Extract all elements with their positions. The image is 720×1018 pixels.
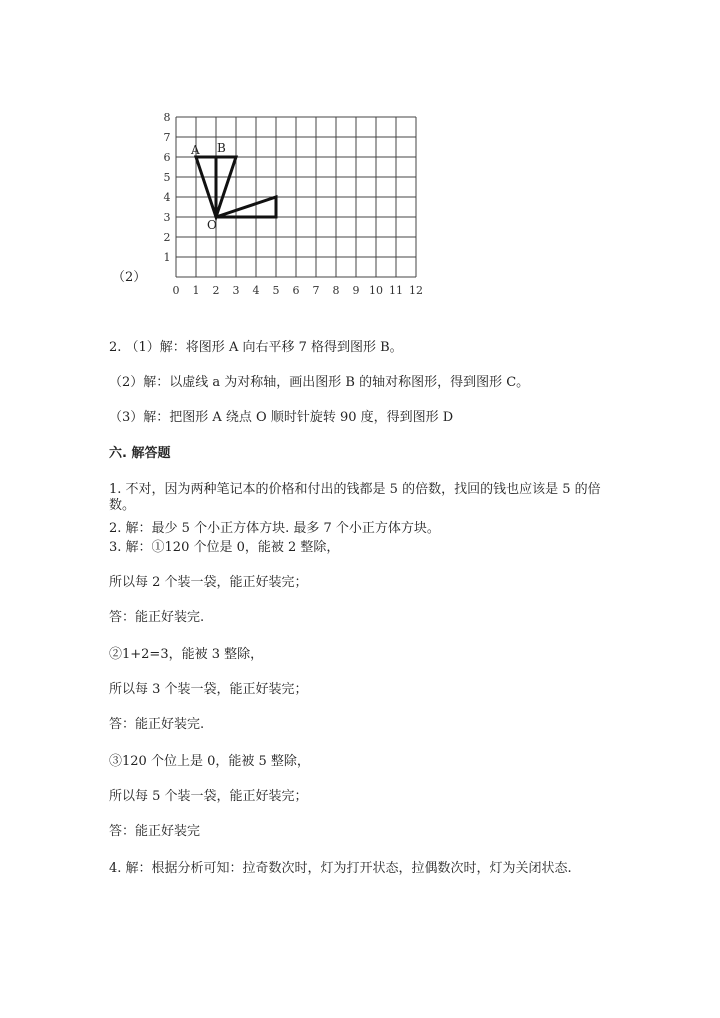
answer-q3-line2: 所以每 2 个装一袋，能正好装完； [109, 575, 308, 590]
x-tick-label: 11 [389, 284, 403, 297]
y-tick-label: 1 [163, 251, 171, 264]
y-tick-label: 2 [163, 231, 171, 244]
y-tick-label: 7 [163, 131, 171, 144]
y-tick-label: 3 [163, 211, 171, 224]
coordinate-grid [110, 90, 440, 300]
x-tick-label: 0 [172, 284, 180, 297]
answer-q3-line7: ③120 个位上是 0，能被 5 整除， [109, 754, 310, 769]
answer-q3-line3: 答：能正好装完. [109, 610, 205, 625]
answer-q3-line8: 所以每 5 个装一袋，能正好装完； [109, 789, 308, 804]
y-tick-label: 4 [163, 191, 171, 204]
x-tick-label: 9 [352, 284, 360, 297]
x-tick-label: 1 [192, 284, 200, 297]
answer-q1: 1. 不对，因为两种笔记本的价格和付出的钱都是 5 的倍数，找回的钱也应该是 5 的倍数。 [109, 482, 601, 513]
x-tick-label: 8 [332, 284, 340, 297]
answer-q3-line1: 3. 解：①120 个位是 0，能被 2 整除， [109, 540, 340, 555]
answer-q3-line6: 答：能正好装完. [109, 717, 205, 732]
x-tick-label: 4 [252, 284, 260, 297]
grid-figure [110, 90, 440, 300]
x-tick-label: 12 [409, 284, 423, 297]
answer-q3-line9: 答：能正好装完 [109, 824, 201, 839]
x-tick-label: 3 [232, 284, 240, 297]
answer-q3-line5: 所以每 3 个装一袋，能正好装完； [109, 682, 308, 697]
x-tick-label: 2 [212, 284, 220, 297]
x-tick-label: 7 [312, 284, 320, 297]
answer-q3-line4: ②1+2=3，能被 3 整除， [109, 647, 264, 662]
x-tick-label: 5 [272, 284, 280, 297]
answer-q4: 4. 解：根据分析可知：拉奇数次时，灯为打开状态，拉偶数次时，灯为关闭状态. [109, 861, 572, 876]
y-tick-label: 8 [163, 111, 171, 124]
x-tick-label: 10 [369, 284, 383, 297]
answer-q2: 2. 解：最少 5 个小正方体方块. 最多 7 个小正方体方块。 [109, 521, 440, 536]
answer-2-part-3: （3）解：把图形 A 绕点 O 顺时针旋转 90 度，得到图形 D [109, 410, 454, 425]
answer-2-part-2: （2）解：以虚线 a 为对称轴，画出图形 B 的轴对称图形，得到图形 C。 [109, 375, 530, 390]
point-label-a: A [191, 143, 200, 157]
point-label-b: B [217, 141, 226, 155]
figure-label: （2） [112, 270, 147, 285]
section-heading: 六. 解答题 [109, 446, 171, 461]
y-tick-label: 6 [163, 151, 171, 164]
y-tick-label: 5 [163, 171, 171, 184]
shape-rotated-triangle [216, 197, 276, 217]
x-tick-label: 6 [292, 284, 300, 297]
answer-2-part-1: 2. （1）解：将图形 A 向右平移 7 格得到图形 B。 [109, 340, 403, 355]
point-label-o: O [207, 218, 217, 232]
